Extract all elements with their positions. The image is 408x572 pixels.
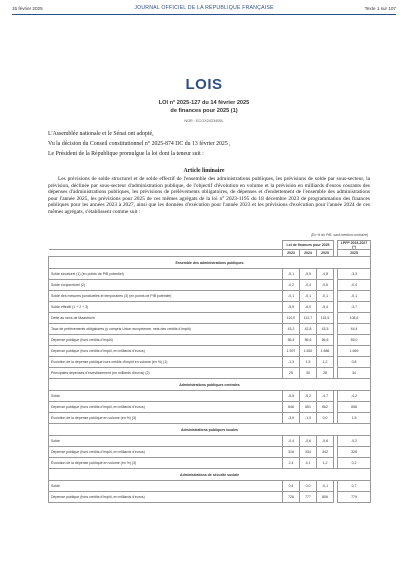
table-row bbox=[49, 492, 371, 503]
row-label: Dépense publique (hors crédits d'impôt, en milliards d'euros) bbox=[49, 492, 283, 503]
row-value: -3,3 bbox=[338, 269, 371, 280]
row-value: 646 bbox=[283, 402, 300, 413]
row-label: Solde effectif (1 + 2 + 3) bbox=[49, 302, 283, 313]
row-label: Dette au sens de Maastricht bbox=[49, 313, 283, 324]
row-value: -0,4 bbox=[283, 436, 300, 447]
nor-reference: NOR : ECOX2423405L bbox=[184, 119, 224, 123]
row-value: -0,6 bbox=[300, 436, 317, 447]
group-header-lfi: Loi de finances pour 2025 bbox=[283, 241, 334, 250]
table-corner-cell bbox=[49, 250, 283, 257]
row-label: Solde bbox=[49, 436, 283, 447]
table-row bbox=[49, 391, 371, 402]
row-value: 56,6 bbox=[300, 335, 317, 346]
section-title: Administrations publiques centrales bbox=[49, 379, 371, 391]
row-value: 0,0 bbox=[300, 481, 317, 492]
row-value: -0,2 bbox=[283, 280, 300, 291]
row-value: -5,5 bbox=[300, 269, 317, 280]
table-row bbox=[49, 280, 371, 291]
row-value: 777 bbox=[300, 492, 317, 503]
row-label: Dépense publique (hors crédits d'impôt, en milliards d'euros) bbox=[49, 402, 283, 413]
year-header: 2024 bbox=[300, 250, 317, 257]
table-row bbox=[49, 302, 371, 313]
row-label: Évolution de la dépense publique en volume (en %) (3) bbox=[49, 413, 283, 424]
table-row bbox=[49, 436, 371, 447]
row-value: -3,7 bbox=[338, 302, 371, 313]
law-title-line2: de finances pour 2025 (1) bbox=[170, 108, 238, 114]
row-value: 316 bbox=[283, 447, 300, 458]
table-section-row bbox=[49, 379, 371, 391]
row-value: 651 bbox=[300, 402, 317, 413]
row-value: -4,7 bbox=[317, 391, 334, 402]
row-value: -4,2 bbox=[338, 391, 371, 402]
table-row bbox=[49, 481, 371, 492]
row-value: -0,6 bbox=[317, 280, 334, 291]
row-value: -3,9 bbox=[283, 413, 300, 424]
row-value: 43,2 bbox=[283, 324, 300, 335]
row-value: 1 686 bbox=[317, 346, 334, 357]
row-value: -0,2 bbox=[338, 436, 371, 447]
law-title-line1: LOI n° 2025-127 du 14 février 2025 bbox=[158, 100, 250, 106]
row-value: -5,2 bbox=[300, 391, 317, 402]
row-value: -5,5 bbox=[283, 302, 300, 313]
row-value: 25 bbox=[283, 368, 300, 379]
table-row bbox=[49, 368, 371, 379]
section-title: LOIS bbox=[185, 76, 223, 93]
row-value: 43,5 bbox=[317, 324, 334, 335]
year-header: 2023 bbox=[283, 250, 300, 257]
row-value: 779 bbox=[338, 492, 371, 503]
row-value: 42,8 bbox=[300, 324, 317, 335]
row-value: -0,1 bbox=[317, 481, 334, 492]
row-label: Solde des mesures ponctuelles et temporaires (3) (en points de PIB potentiel) bbox=[49, 291, 283, 302]
unit-note: (En % du PIB, sauf mention contraire) bbox=[311, 233, 368, 237]
page-header bbox=[12, 4, 396, 14]
year-header: 2025 bbox=[338, 250, 371, 257]
row-value: 1 652 bbox=[300, 346, 317, 357]
row-label: Principales dépenses d'investissement (en milliards d'euros) (2) bbox=[49, 368, 283, 379]
header-date: 15 février 2025 bbox=[12, 6, 43, 11]
row-value: 2,4 bbox=[283, 458, 300, 469]
row-value: -1,0 bbox=[300, 413, 317, 424]
header-journal-name: JOURNAL OFFICIEL DE LA RÉPUBLIQUE FRANÇAISE bbox=[134, 5, 274, 11]
row-value: -0,4 bbox=[338, 280, 371, 291]
table-section-row bbox=[49, 257, 371, 269]
row-value: 342 bbox=[317, 447, 334, 458]
table-row bbox=[49, 357, 371, 368]
row-value: 1,2 bbox=[317, 357, 334, 368]
row-value: 658 bbox=[338, 402, 371, 413]
row-value: -0,1 bbox=[317, 291, 334, 302]
row-label: Taux de prélèvements obligatoires (y compris Union européenne, nets des crédits d'impôt) bbox=[49, 324, 283, 335]
row-value: 56,4 bbox=[283, 335, 300, 346]
row-value: 1,2 bbox=[317, 458, 334, 469]
row-value: 28 bbox=[317, 368, 334, 379]
row-value: 30 bbox=[300, 368, 317, 379]
preamble-line: Le Président de la République promulgue la loi dont la teneur suit : bbox=[48, 151, 204, 157]
row-value: 1 597 bbox=[283, 346, 300, 357]
header-rule bbox=[12, 14, 396, 15]
row-value: 1 669 bbox=[338, 346, 371, 357]
header-page-number: Texte 1 sur 107 bbox=[364, 6, 396, 11]
row-value: 108,6 bbox=[338, 313, 371, 324]
row-label: Solde structurel (1) (en points de PIB potentiel) bbox=[49, 269, 283, 280]
row-label: Solde conjoncturel (2) bbox=[49, 280, 283, 291]
row-value: -1,3 bbox=[283, 357, 300, 368]
row-value: 112,7 bbox=[300, 313, 317, 324]
section-title: Ensemble des administrations publiques bbox=[49, 257, 371, 269]
table-row bbox=[49, 313, 371, 324]
row-label: Solde bbox=[49, 391, 283, 402]
budget-table bbox=[48, 240, 371, 503]
row-value: 328 bbox=[338, 447, 371, 458]
row-value: 110,0 bbox=[283, 313, 300, 324]
row-value: 726 bbox=[283, 492, 300, 503]
row-value: -0,4 bbox=[300, 280, 317, 291]
row-value: -6,0 bbox=[300, 302, 317, 313]
section-title: Administrations publiques locales bbox=[49, 424, 371, 436]
row-label: Solde bbox=[49, 481, 283, 492]
row-value: -0,1 bbox=[338, 291, 371, 302]
row-label: Évolution de la dépense publique en volume (en %) (3) bbox=[49, 458, 283, 469]
article-title: Article liminaire bbox=[183, 168, 225, 174]
row-value: -4,8 bbox=[317, 269, 334, 280]
table-row bbox=[49, 335, 371, 346]
row-value: 0,2 bbox=[338, 458, 371, 469]
row-label: Dépense publique (hors crédits d'impôt) bbox=[49, 335, 283, 346]
row-value: 55,0 bbox=[338, 335, 371, 346]
row-value: 44,4 bbox=[338, 324, 371, 335]
table-row bbox=[49, 447, 371, 458]
row-value: 4,1 bbox=[300, 458, 317, 469]
row-value: 1,5 bbox=[338, 413, 371, 424]
group-header-lpfp: LPFP 2023-2027 (*) bbox=[338, 241, 371, 250]
row-value: -5,4 bbox=[317, 302, 334, 313]
table-row bbox=[49, 413, 371, 424]
row-value: 0,4 bbox=[283, 481, 300, 492]
row-label: Dépense publique (hors crédits d'impôt, en milliards d'euros) bbox=[49, 447, 283, 458]
table-corner-cell bbox=[49, 241, 283, 250]
row-value: 0,0 bbox=[317, 413, 334, 424]
row-label: Dépense publique (hors crédits d'impôt, en milliards d'euros) bbox=[49, 346, 283, 357]
section-title: Administrations de sécurité sociale bbox=[49, 469, 371, 481]
article-paragraph: Les prévisions de solde structurel et de solde effectif de l'ensemble des administrations publiques, les prévisions de solde par sous-secteur, la prévision, déclinée par sous-secteur d'administration publique, de l'objectif d'évolution en volume et la prévision en milliards d'euros courants des dépenses d'administrations publiques, les prévisions de prélèvements obligatoires, de dépenses et d'endettement de l'ensemble des administrations pour l'année 2025, les prévisions pour 2025 de ces mêmes agrégats de la loi n° 2023-1195 du 18 décembre 2023 de programmation des finances publiques pour les années 2023 à 2027, ainsi que les données d'exécution pour l'année 2023 et les prévisions d'exécution pour l'année 2024 de ces mêmes agrégats, s'établissent comme suit : bbox=[48, 176, 370, 215]
year-header: 2025 bbox=[317, 250, 334, 257]
preamble-line: Vu la décision du Conseil constitutionnel n° 2025-874 DC du 13 février 2025 , bbox=[48, 141, 231, 147]
row-value: 115,5 bbox=[317, 313, 334, 324]
table-row bbox=[49, 291, 371, 302]
row-value: -0,6 bbox=[317, 436, 334, 447]
table-group-header-row bbox=[49, 241, 371, 250]
table-row bbox=[49, 458, 371, 469]
table-row bbox=[49, 269, 371, 280]
row-value: 662 bbox=[317, 402, 334, 413]
row-value: 1,5 bbox=[300, 357, 317, 368]
row-value: -5,5 bbox=[283, 391, 300, 402]
table-year-row bbox=[49, 250, 371, 257]
row-label: Évolution de la dépense publique hors crédits d'impôt en volume (en %) (1) bbox=[49, 357, 283, 368]
table-row bbox=[49, 324, 371, 335]
row-value: 0,7 bbox=[338, 481, 371, 492]
table-section-row bbox=[49, 424, 371, 436]
table-section-row bbox=[49, 469, 371, 481]
row-value: 34 bbox=[338, 368, 371, 379]
row-value: -0,1 bbox=[283, 291, 300, 302]
row-value: -5,1 bbox=[283, 269, 300, 280]
row-value: 0,8 bbox=[338, 357, 371, 368]
row-value: -0,1 bbox=[300, 291, 317, 302]
preamble-line: L'Assemblée nationale et le Sénat ont adopté, bbox=[48, 131, 154, 137]
table-row bbox=[49, 402, 371, 413]
table-row bbox=[49, 346, 371, 357]
row-value: 56,6 bbox=[317, 335, 334, 346]
row-value: 334 bbox=[300, 447, 317, 458]
row-value: 806 bbox=[317, 492, 334, 503]
